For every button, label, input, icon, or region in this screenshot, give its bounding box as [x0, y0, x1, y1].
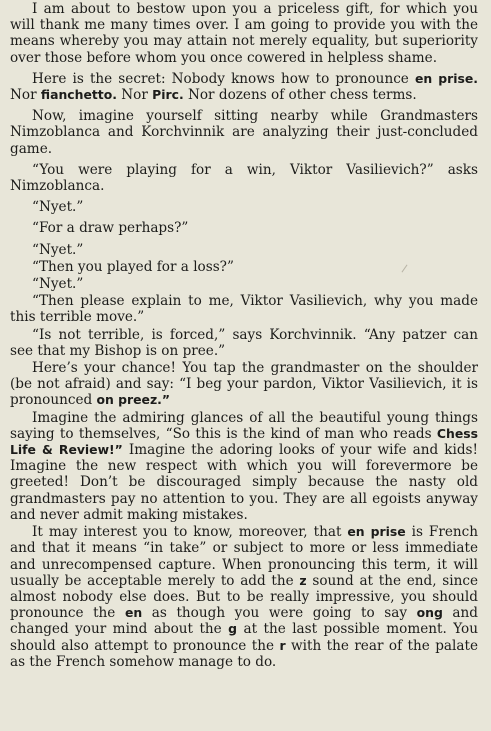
bold-term: en prise. [414, 70, 478, 86]
text-run: as though you were going to say [142, 605, 417, 622]
text-run: It may interest you to know, moreover, that [32, 524, 348, 541]
text-run: Nor [116, 87, 153, 104]
bold-term: Chess Life & Review!” [10, 425, 478, 458]
bold-term: en [124, 605, 143, 621]
dialogue-line [10, 220, 478, 236]
text-run: “Then please explain to me, Viktor Vasilievich, why you made this terrible move.” [10, 293, 478, 326]
dialogue-line [10, 293, 478, 325]
text-run: “Then you played for a loss?” [32, 258, 234, 275]
paragraph-intro [10, 1, 478, 66]
paragraph-en-prise [10, 524, 478, 670]
bold-term: on preez.” [96, 392, 171, 408]
text-run: “Nyet.” [32, 199, 84, 216]
text-run: Here’s your chance! You tap the grandmaster on the shoulder (be not afraid) and say: “I beg your pardon, Viktor Vasilievich, it is pronounced [10, 360, 478, 409]
paragraph-scene [10, 108, 478, 157]
dialogue-line [10, 259, 478, 275]
text-run: Nor [10, 87, 41, 104]
dialogue-line [10, 242, 478, 258]
text-run: I am about to bestow upon you a priceless gift, for which you will thank me many times over. I am going to provide you with the means whereby you may attain not merely equality, but superiority over those before whom you once cowered in helpless shame. [10, 1, 478, 66]
bold-term: fianchetto. [40, 87, 117, 103]
text-run: “You were playing for a win, Viktor Vasilievich?” asks Nimzoblanca. [10, 161, 478, 195]
text-run: Imagine the adoring looks of your wife and kids! Imagine the new respect with which you will forevermore be greeted! Don’t be discouraged simply because the nasty old grandmasters pay no attention to you. They are all egoists anyway and never admit making mistakes. [10, 442, 478, 523]
dialogue-line [10, 327, 478, 359]
dialogue-line [10, 276, 478, 292]
text-run: is French and that it means “in take” or subject to more or less immediate and unrecompensed capture. When pronouncing this term, it will usually be acceptable merely to add the [10, 524, 478, 589]
bold-term: ong [416, 605, 443, 621]
text-run: “For a draw perhaps?” [32, 220, 189, 237]
text-run: Here is the secret: Nobody knows how to pronounce [32, 70, 415, 87]
dialogue-line [10, 162, 478, 194]
text-run: “Nyet.” [32, 276, 84, 293]
paragraph-imagine [10, 410, 478, 523]
bold-term: r [279, 637, 286, 653]
text-run: with the rear of the palate as the French somehow manage to do. [10, 637, 478, 670]
text-run: “Nyet.” [32, 241, 84, 258]
text-run: and changed your mind about the [10, 605, 478, 638]
paragraph-chance [10, 360, 478, 409]
text-run: Now, imagine yourself sitting nearby while Grandmasters Nimzoblanca and Korchvinnik are analyzing their just-concluded game. [10, 108, 478, 157]
bold-term: z [299, 572, 307, 588]
text-run: Imagine the admiring glances of all the beautiful young things saying to themselves, “So this is the kind of man who reads [10, 409, 478, 442]
bold-term: en prise [347, 524, 406, 540]
text-run: at the last possible moment. You should also attempt to pronounce the [10, 621, 478, 654]
paragraph-secret [10, 71, 478, 103]
dialogue-line [10, 199, 478, 215]
bold-term: g [228, 621, 238, 637]
text-run: Nor dozens of other chess terms. [183, 87, 417, 104]
text-run: “Is not terrible, is forced,” says Korchvinnik. “Any patzer can see that my Bishop is on pree.” [10, 326, 478, 359]
text-run: sound at the end, since almost nobody else does. But to be really impressive, you should pronounce the [10, 572, 478, 622]
bold-term: Pirc. [152, 87, 184, 103]
